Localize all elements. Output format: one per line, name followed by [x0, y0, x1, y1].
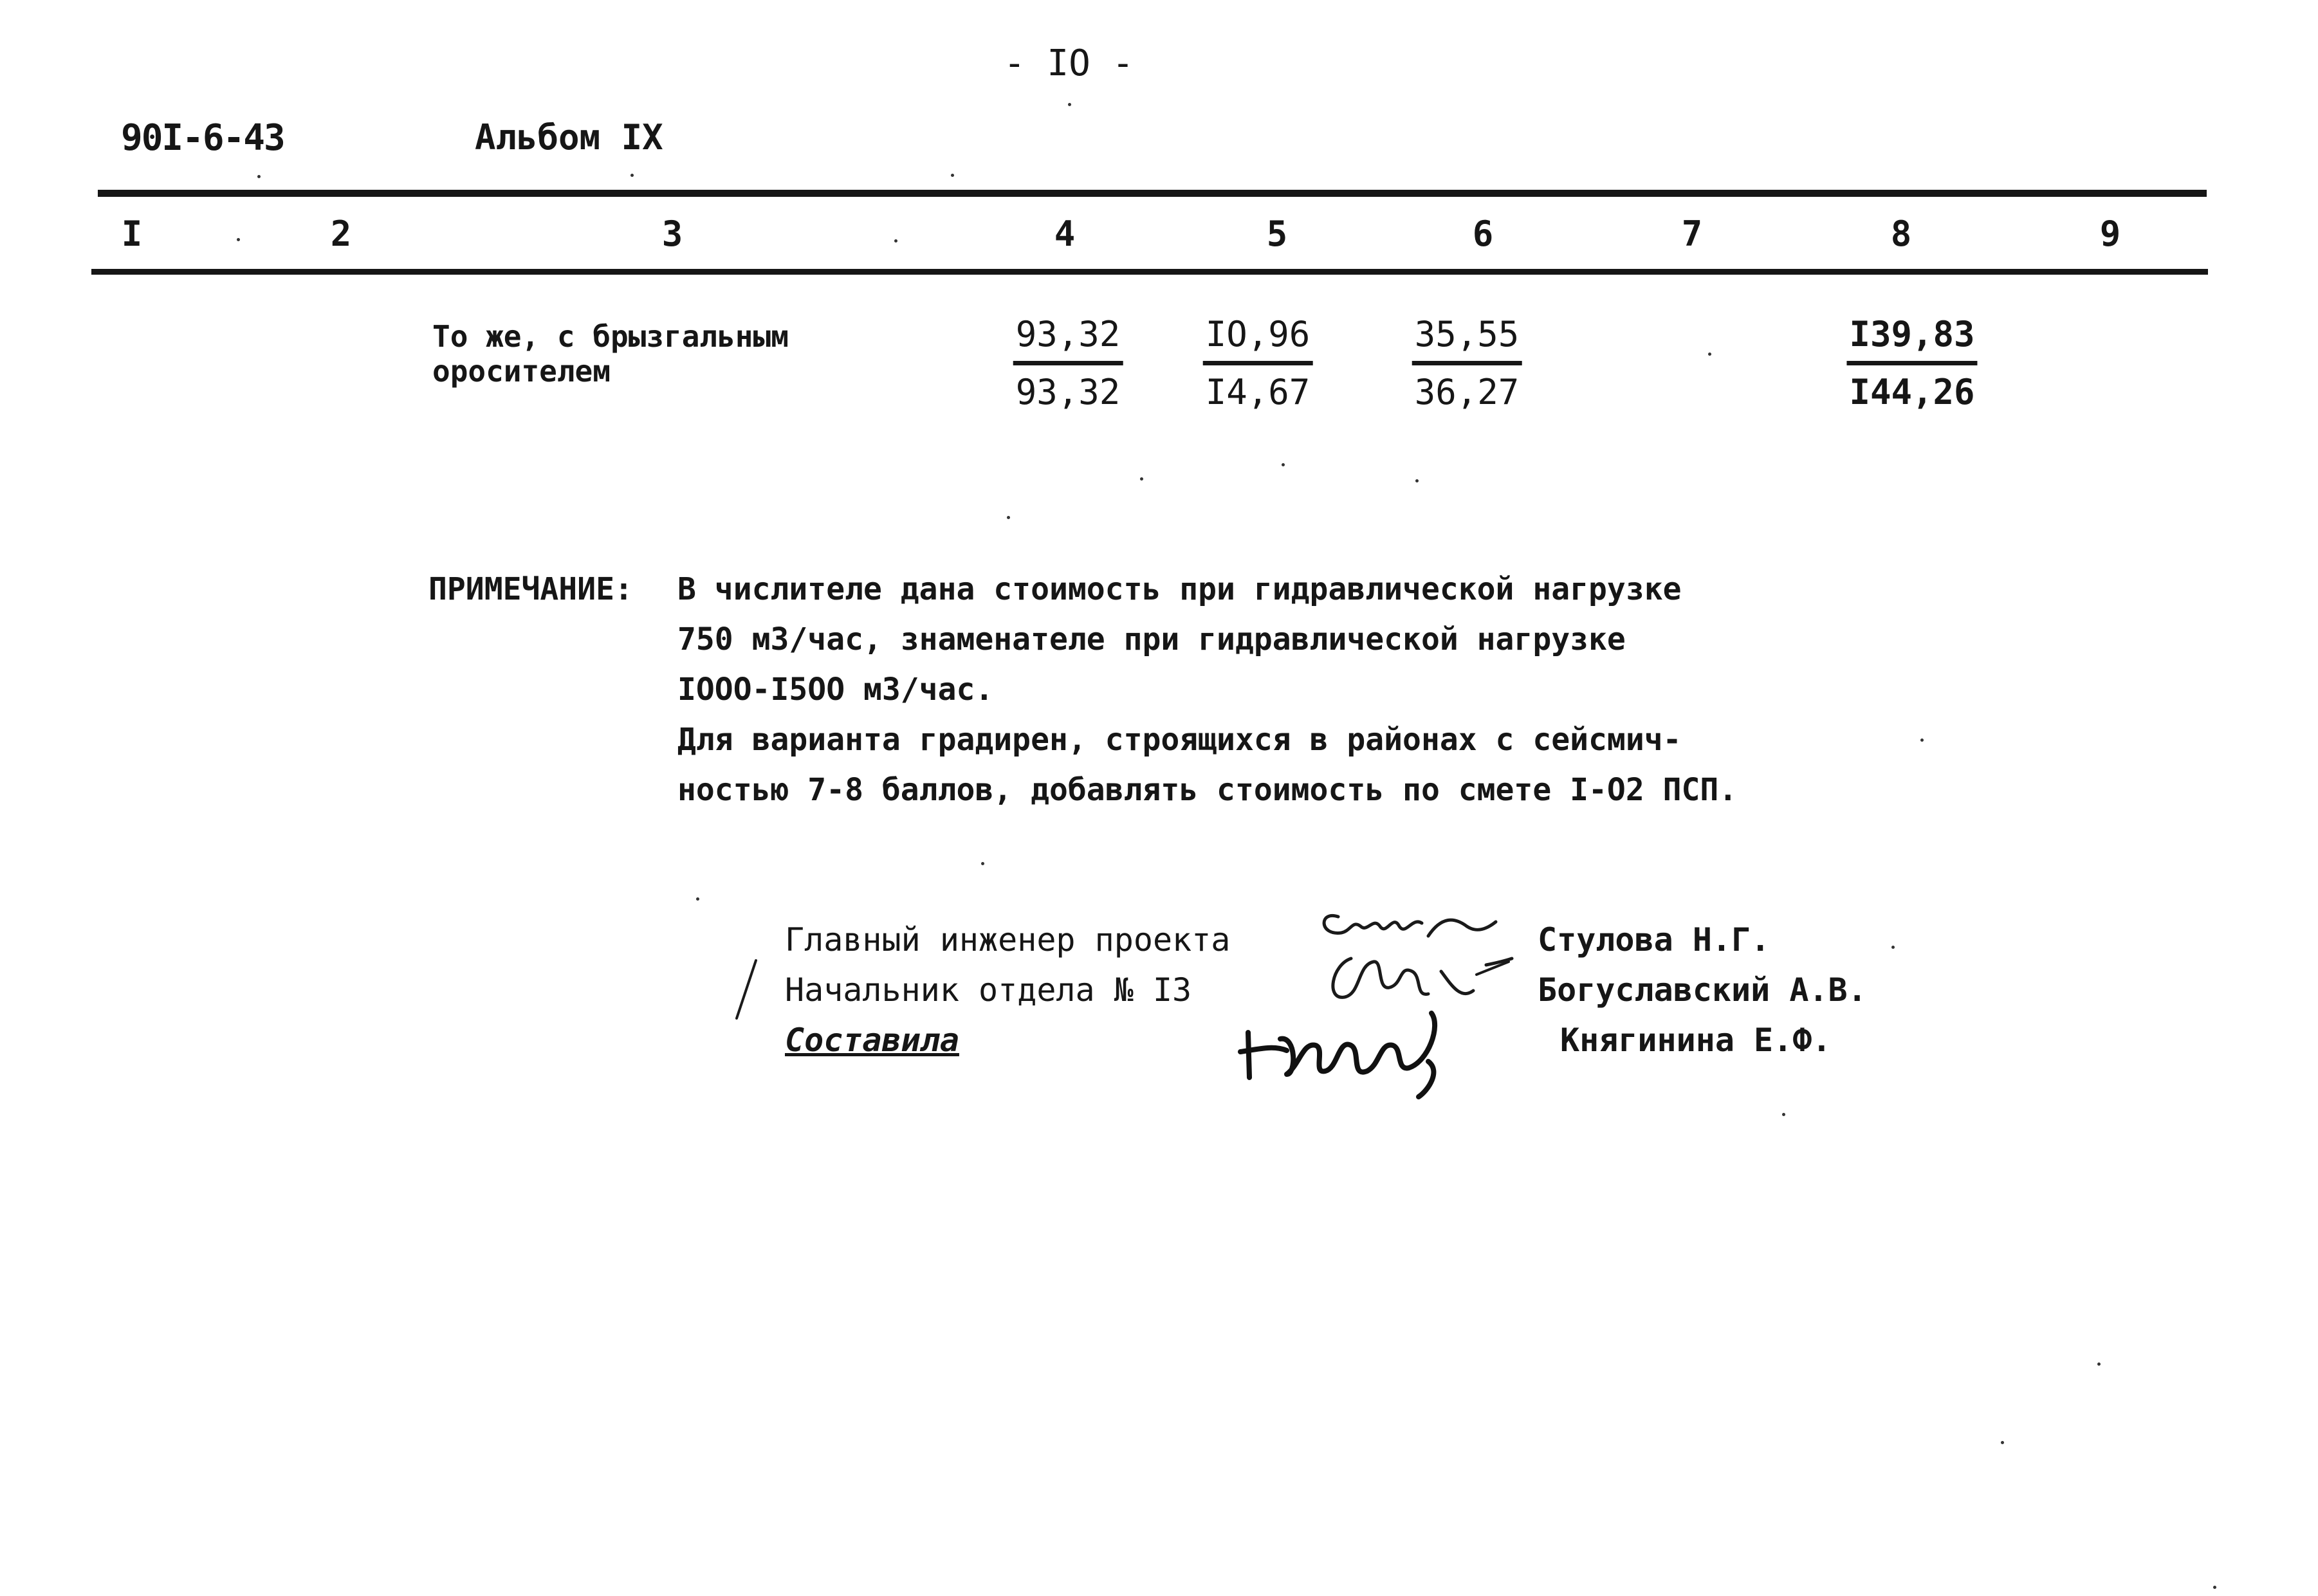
column-number-5: 5 — [1266, 214, 1288, 254]
scan-speck — [1140, 477, 1143, 481]
scan-speck — [1782, 1113, 1785, 1116]
scan-speck — [951, 174, 954, 177]
fraction-bar — [1203, 361, 1313, 365]
fraction-bar — [1846, 361, 1977, 365]
cell-col6-numerator: 35,55 — [1414, 314, 1520, 354]
table-top-rule — [98, 190, 2207, 197]
cell-col4 — [1011, 314, 1126, 412]
scan-speck — [1068, 103, 1071, 106]
cell-col6 — [1410, 314, 1525, 412]
album-label: Альбом IX — [475, 117, 663, 158]
column-number-6: 6 — [1472, 214, 1494, 254]
document-code: 90I-6-43 — [121, 117, 284, 159]
table-header-rule — [91, 269, 2208, 275]
signatory-title-chief-engineer: Главный инженер проекта — [785, 921, 1231, 959]
column-number-4: 4 — [1054, 214, 1076, 254]
scan-speck — [2213, 1586, 2216, 1589]
signatory-title-department-head: Начальник отдела № I3 — [785, 971, 1192, 1009]
scan-speck — [237, 238, 240, 241]
row-description: То же, с брызгальным оросителем — [432, 319, 789, 389]
scan-speck — [2097, 1362, 2101, 1366]
column-number-3: 3 — [661, 214, 683, 254]
handwritten-signature-3 — [1235, 1000, 1473, 1103]
scan-speck — [257, 175, 261, 178]
scan-speck — [894, 239, 897, 243]
column-number-2: 2 — [330, 214, 352, 254]
note-label: ПРИМЕЧАНИЕ: — [428, 571, 633, 607]
scan-speck — [1415, 479, 1419, 482]
scan-speck — [696, 897, 699, 901]
page-number: - IO - — [1004, 42, 1134, 84]
signatory-name-compiler: Княгинина Е.Ф. — [1560, 1022, 1832, 1059]
scan-speck — [1920, 738, 1924, 742]
fraction-bar — [1013, 361, 1123, 365]
note-line-4: Для варианта градирен, строящихся в районах с сейсмич- — [677, 722, 1682, 758]
column-number-9: 9 — [2099, 214, 2121, 254]
cell-col5-numerator: IO,96 — [1205, 314, 1311, 354]
scan-speck — [630, 174, 634, 177]
scan-speck — [981, 862, 984, 865]
cell-col4-denominator: 93,32 — [1015, 372, 1121, 412]
note-line-3: IOOO-I5OO м3/час. — [677, 672, 994, 708]
cell-col8-denominator: I44,26 — [1849, 372, 1975, 412]
signatory-title-compiler: Составила — [785, 1022, 959, 1059]
cell-col8 — [1844, 314, 1980, 412]
cell-col4-numerator: 93,32 — [1015, 314, 1121, 354]
note-line-1: В числителе дана стоимость при гидравлической нагрузке — [677, 571, 1682, 607]
signatory-name-department-head: Богуславский А.В. — [1538, 971, 1867, 1009]
scan-speck — [1891, 946, 1895, 949]
signatory-name-chief-engineer: Стулова Н.Г. — [1538, 921, 1771, 959]
scan-speck — [2001, 1441, 2004, 1444]
column-number-7: 7 — [1681, 214, 1703, 254]
scan-speck — [1282, 463, 1285, 466]
pen-stroke-mark — [733, 957, 759, 1022]
cell-col8-numerator: I39,83 — [1849, 314, 1975, 354]
fraction-bar — [1412, 361, 1522, 365]
scan-speck — [1007, 516, 1010, 519]
column-number-1: I — [121, 214, 143, 254]
scan-speck — [1708, 353, 1711, 356]
column-number-8: 8 — [1890, 214, 1912, 254]
cell-col5 — [1200, 314, 1316, 412]
cell-col6-denominator: 36,27 — [1414, 372, 1520, 412]
note-line-5: ностью 7-8 баллов, добавлять стоимость по смете I-O2 ПСП. — [677, 772, 1738, 808]
cell-col5-denominator: I4,67 — [1205, 372, 1311, 412]
note-line-2: 750 м3/час, знаменателе при гидравлической нагрузке — [677, 621, 1626, 657]
pen-stroke-mark — [1473, 959, 1512, 978]
